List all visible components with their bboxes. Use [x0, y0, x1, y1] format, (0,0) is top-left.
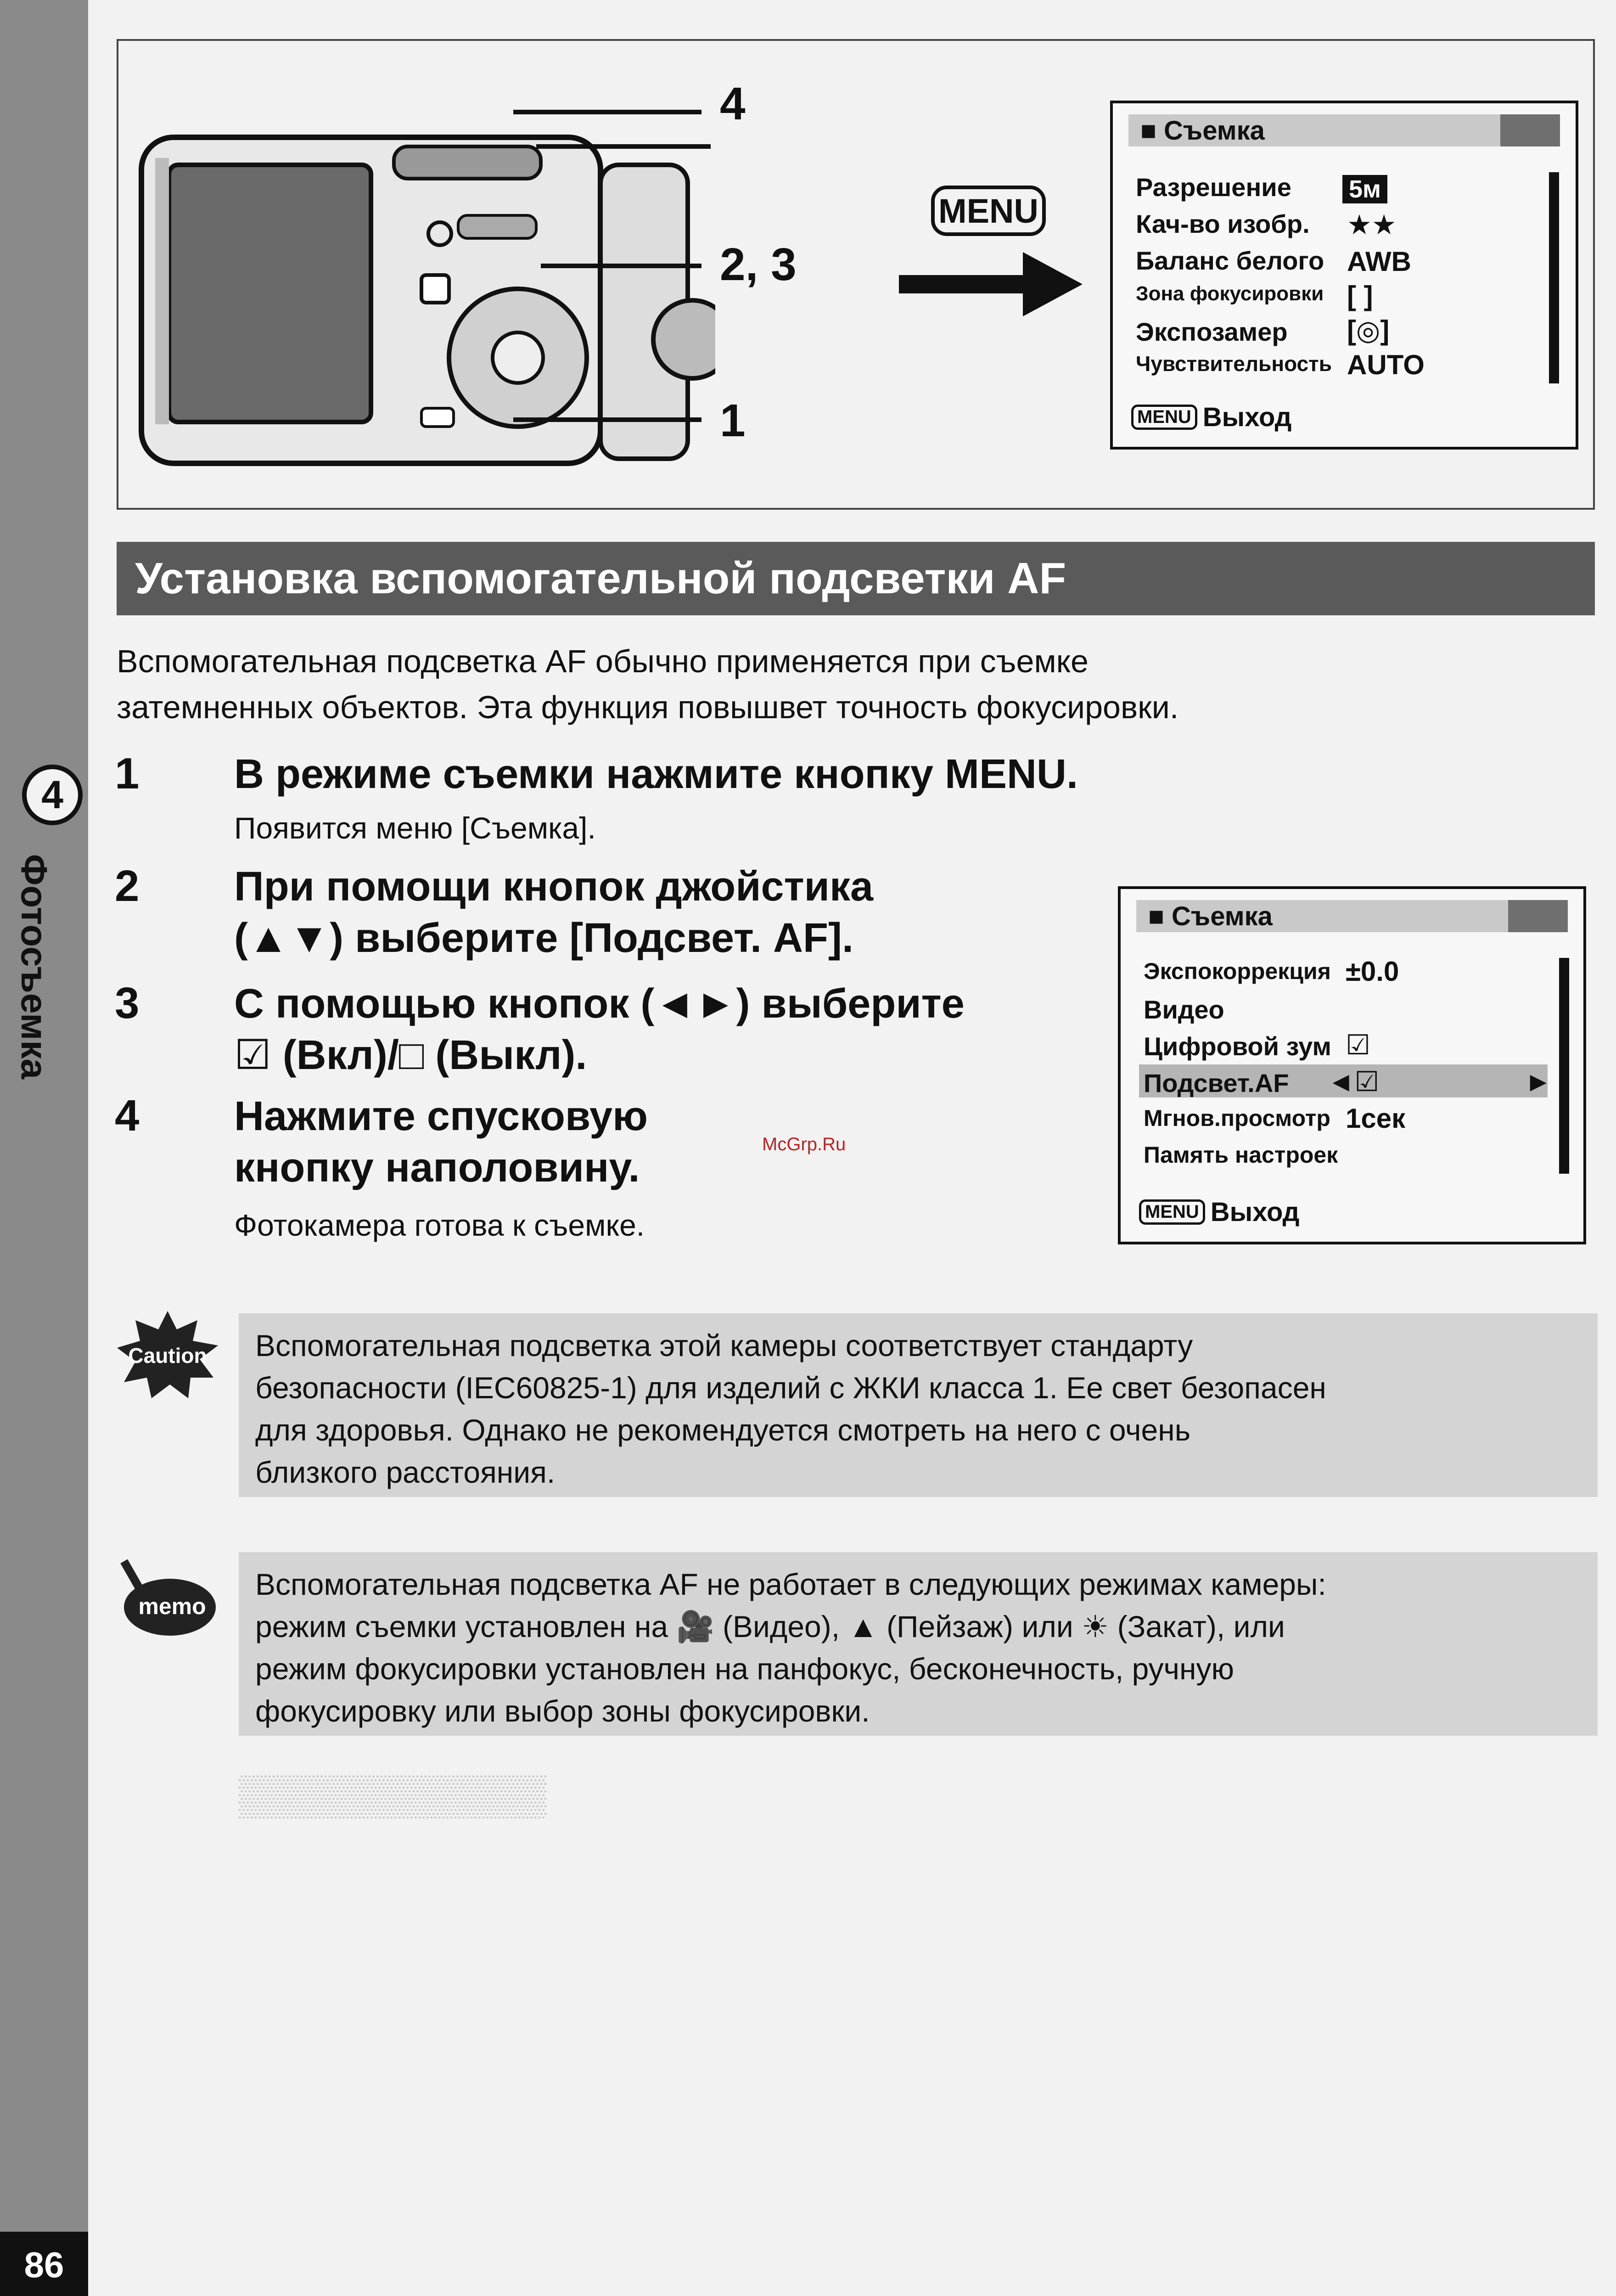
lcd-title: Съемка — [1172, 901, 1273, 931]
lcd-row-value: ±0.0 — [1346, 956, 1399, 987]
lcd-footer — [1131, 402, 1292, 433]
caution-icon-label: Caution — [128, 1344, 207, 1367]
lcd-row-value: ◄☑ — [1327, 1066, 1380, 1097]
intro-line: Вспомогательная подсветка AF обычно применяется при съемке — [117, 643, 1089, 679]
arrow-right-icon — [899, 252, 1083, 316]
step-sub: Появится меню [Съемка]. — [234, 811, 596, 845]
step-number: 2 — [115, 861, 140, 911]
lcd-title: Съемка — [1164, 115, 1265, 146]
lcd-row-label: Баланс белого — [1136, 246, 1324, 275]
arrow-right-icon: ► — [1525, 1066, 1552, 1097]
lcd-row-label: Экспокоррекция — [1144, 958, 1331, 984]
lcd-tab-settings — [1508, 900, 1568, 932]
caution-line: близкого расстояния. — [255, 1455, 556, 1489]
memo-line: фокусировку или выбор зоны фокусировки. — [255, 1694, 870, 1728]
lcd-row-label: Разрешение — [1136, 173, 1291, 202]
lcd-title-bar — [1128, 114, 1560, 146]
lcd-row-value: 5м — [1342, 172, 1387, 204]
lcd-row-value: ★★ — [1347, 209, 1397, 240]
caution-line: для здоровья. Однако не рекомендуется смотреть на него с очень — [255, 1413, 1191, 1447]
memo-line: Вспомогательная подсветка AF не работает в следующих режимах камеры: — [255, 1567, 1326, 1601]
callout-lines — [118, 41, 945, 509]
menu-button-key: MENU — [931, 186, 1046, 236]
menu-key-tag: MENU — [1131, 405, 1197, 430]
lcd-title-bar — [1136, 900, 1568, 932]
memo-line: режим съемки установлен на 🎥 (Видео), ▲ (Пейзаж) или ☀ (Закат), или — [255, 1609, 1285, 1643]
intro-line: затемненных объектов. Эта функция повышвет точность фокусировки. — [117, 689, 1179, 725]
lcd-row-label: Чувствительность — [1136, 352, 1332, 376]
caution-line: безопасности (IEC60825-1) для изделий с ЖКИ класса 1. Ее свет безопасен — [255, 1371, 1326, 1405]
lcd-row-label: Зона фокусировки — [1136, 282, 1324, 305]
lcd-row-label: Память настроек — [1144, 1142, 1338, 1168]
lcd-row-label: Кач-во изобр. — [1136, 209, 1310, 238]
lcd-footer — [1139, 1197, 1300, 1227]
lcd-row-label: Видео — [1144, 995, 1224, 1024]
lcd-row-label: Цифровой зум — [1144, 1032, 1331, 1061]
page-number: 86 — [0, 2232, 88, 2296]
memo-icon — [115, 1552, 220, 1644]
camera-icon: ■ — [1140, 115, 1157, 146]
callout-2-3: 2, 3 — [720, 239, 797, 290]
step-sub: Фотокамера готова к съемке. — [234, 1208, 645, 1242]
step-title: В режиме съемки нажмите кнопку MENU. — [234, 751, 1078, 797]
chapter-title: Фотосъемка — [14, 854, 55, 1079]
lcd-row-value: AUTO — [1347, 349, 1425, 380]
camera-figure — [117, 39, 1595, 510]
callout-1: 1 — [720, 395, 746, 446]
lcd-row-value: [ ] — [1347, 281, 1373, 311]
lcd-tab-settings — [1500, 114, 1560, 146]
step-title: При помощи кнопок джойстика — [234, 864, 874, 910]
step-title: кнопку наполовину. — [234, 1145, 640, 1191]
lcd-row-label: Экспозамер — [1136, 317, 1288, 346]
bleed-through-decoration: ▒▒▒▒▒▒▒▒▒▒▒ — [239, 1773, 547, 1817]
memo-line: режим фокусировки установлен на панфокус, бесконечность, ручную — [255, 1652, 1234, 1686]
step-number: 3 — [115, 979, 140, 1028]
lcd-scrollbar — [1559, 958, 1569, 1174]
side-strip — [0, 0, 88, 2296]
lcd-row-label: Подсвет.AF — [1144, 1069, 1289, 1097]
lcd-row-value: [◎] — [1347, 315, 1390, 346]
menu-key-tag: MENU — [1139, 1199, 1205, 1225]
caution-note — [239, 1313, 1598, 1497]
section-heading: Установка вспомогательной подсветки AF — [117, 542, 1595, 615]
caution-icon — [115, 1309, 220, 1401]
step-title: (▲▼) выберите [Подсвет. AF]. — [234, 915, 853, 961]
lcd-footer-label: Выход — [1202, 402, 1292, 432]
intro-paragraph — [117, 638, 1586, 730]
lcd-row-label: Мгнов.просмотр — [1144, 1105, 1330, 1131]
step-title: С помощью кнопок (◄►) выберите — [234, 981, 965, 1027]
lcd-footer-label: Выход — [1210, 1197, 1300, 1227]
chapter-number-badge: 4 — [22, 765, 83, 825]
lcd-scrollbar — [1549, 172, 1559, 383]
step-number: 1 — [115, 749, 140, 798]
step-number: 4 — [115, 1091, 140, 1140]
camera-icon: ■ — [1148, 901, 1165, 931]
lcd-row-value: ☑ — [1346, 1030, 1370, 1060]
watermark: McGrp.Ru — [762, 1134, 846, 1154]
caution-line: Вспомогательная подсветка этой камеры соответствует стандарту — [255, 1328, 1193, 1362]
memo-icon-label: memo — [138, 1593, 206, 1619]
lcd-menu-shooting — [1110, 101, 1578, 450]
lcd-menu-af-assist — [1118, 886, 1586, 1244]
step-title: Нажмите спусковую — [234, 1093, 648, 1139]
memo-note — [239, 1552, 1598, 1736]
lcd-row-value: AWB — [1347, 246, 1411, 277]
callout-4: 4 — [720, 78, 746, 129]
step-title: ☑ (Вкл)/□ (Выкл). — [234, 1032, 587, 1078]
lcd-row-value: 1сек — [1346, 1103, 1406, 1134]
